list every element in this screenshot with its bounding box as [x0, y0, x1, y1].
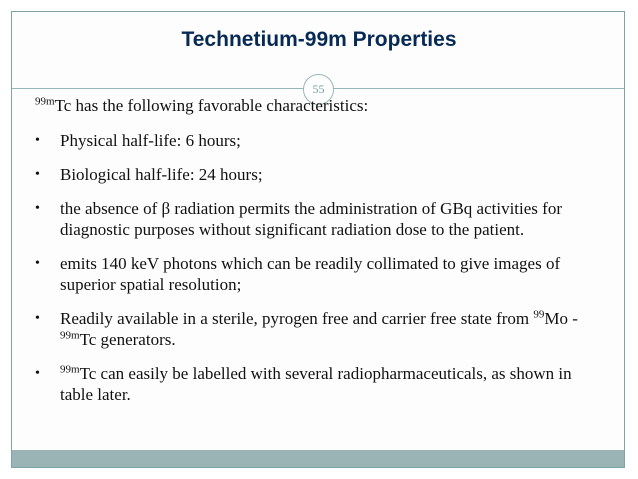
page-number-badge: 55	[303, 74, 334, 105]
bullet-text: the absence of β radiation permits the administration of GBq activities for diagnostic purposes without significant radiation dose to the patient.	[60, 199, 562, 239]
bullet-marker: •	[35, 133, 40, 148]
bullet-marker: •	[35, 366, 40, 381]
bullet-text: emits 140 keV photons which can be readily collimated to give images of superior spatial resolution;	[60, 254, 561, 294]
list-item	[35, 130, 598, 151]
bullet-list	[35, 130, 598, 405]
bullet-text-b: Mo -	[544, 309, 578, 328]
slide-title: Technetium-99m Properties	[181, 28, 457, 51]
bullet-superscript-a: 99	[533, 308, 545, 321]
bullet-text-a: Readily available in a sterile, pyrogen free and carrier free state from	[60, 309, 534, 328]
bullet-marker: •	[35, 311, 40, 326]
footer-bar	[12, 450, 624, 467]
list-item	[35, 164, 598, 185]
bullet-text-c: Tc generators.	[79, 330, 176, 349]
bullet-marker: •	[35, 201, 40, 216]
bullet-text: Biological half-life: 24 hours;	[60, 165, 263, 184]
bullet-text-a: Tc can easily be labelled with several radiopharmaceuticals, as shown in table later.	[60, 364, 572, 404]
bullet-marker: •	[35, 167, 40, 182]
bullet-marker: •	[35, 256, 40, 271]
bullet-superscript-a: 99m	[60, 363, 80, 376]
list-item	[35, 198, 598, 240]
list-item	[35, 253, 598, 295]
list-item	[35, 363, 598, 405]
intro-text: Tc has the following favorable characteristics:	[54, 96, 369, 115]
list-item	[35, 308, 598, 350]
intro-superscript: 99m	[35, 95, 55, 108]
bullet-text: Physical half-life: 6 hours;	[60, 131, 241, 150]
bullet-superscript-b: 99m	[60, 329, 80, 342]
slide-content	[35, 95, 598, 418]
intro-line	[35, 95, 598, 116]
